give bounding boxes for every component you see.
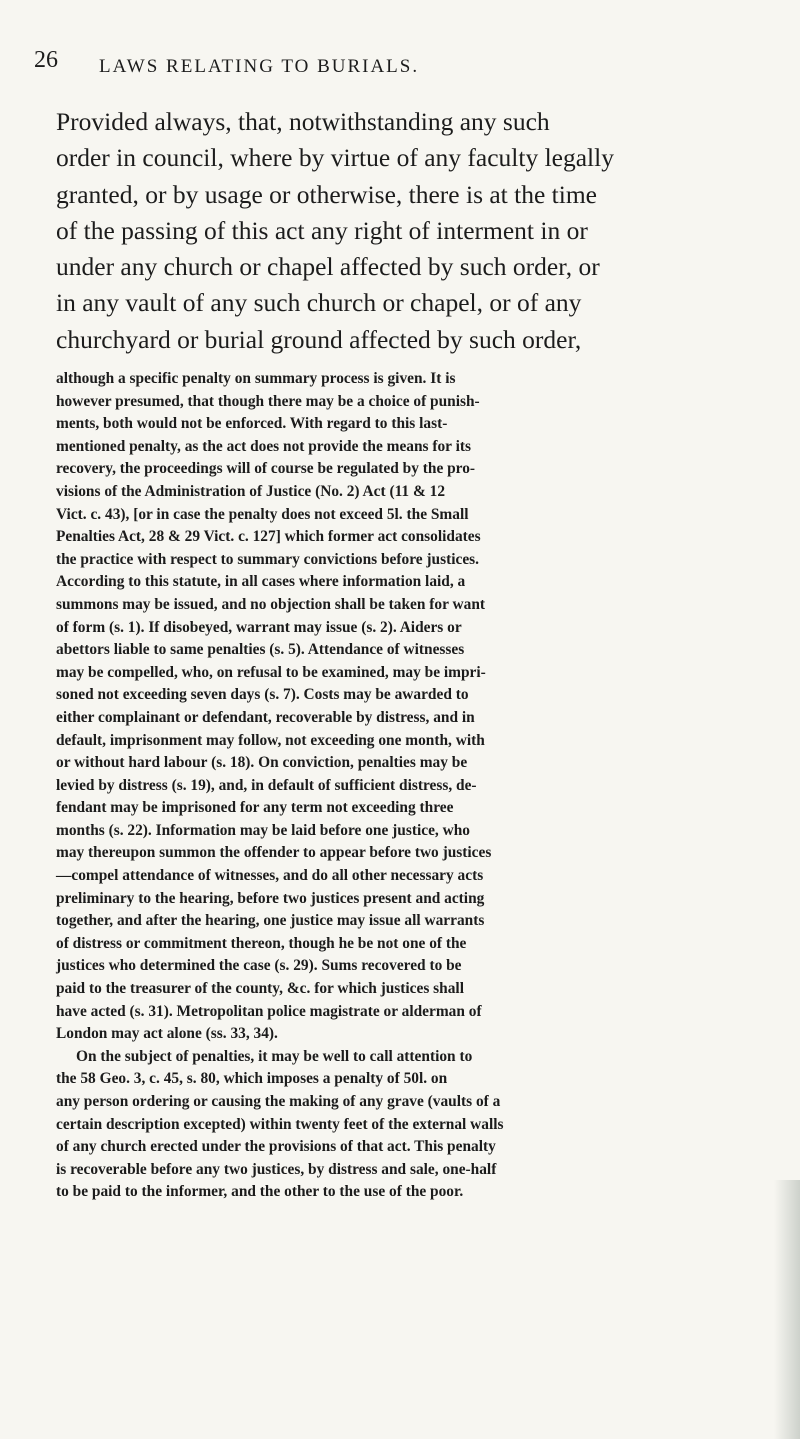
notes-block: [56, 368, 762, 1204]
note-line: preliminary to the hearing, before two justices present and acting: [56, 889, 485, 907]
note-line: although a specific penalty on summary process is given. It is: [56, 370, 456, 387]
note-line: together, and after the hearing, one justice may issue all warrants: [56, 912, 485, 930]
note-line: justices who determined the case (s. 29). Sums recovered to be: [56, 957, 462, 975]
note-line: to be paid to the informer, and the other to the use of the poor.: [56, 1183, 464, 1201]
main-text-line: Provided always, that, notwithstanding any such: [56, 107, 550, 136]
note-line: On the subject of penalties, it may be well to call attention to: [76, 1047, 473, 1065]
note-line: may thereupon summon the offender to appear before two justices: [56, 844, 492, 862]
note-line: or without hard labour (s. 18). On conviction, penalties may be: [56, 754, 468, 772]
note-line: summons may be issued, and no objection shall be taken for want: [56, 595, 486, 613]
note-line: any person ordering or causing the making of any grave (vaults of a: [56, 1093, 501, 1110]
note-line: months (s. 22). Information may be laid before one justice, who: [56, 821, 470, 839]
main-text-line: order in council, where by virtue of any faculty legally: [56, 143, 614, 173]
main-text-line: under any church or chapel affected by such order, or: [56, 252, 600, 282]
main-text-block: [56, 104, 756, 358]
note-line: of form (s. 1). If disobeyed, warrant may issue (s. 2). Aiders or: [56, 618, 462, 636]
note-line: of any church erected under the provisions of that act. This penalty: [56, 1138, 496, 1156]
running-head: LAWS RELATING TO BURIALS.: [99, 56, 420, 77]
note-line: —compel attendance of witnesses, and do all other necessary acts: [56, 867, 484, 885]
main-text-line: of the passing of this act any right of interment in or: [56, 215, 588, 245]
note-line: levied by distress (s. 19), and, in default of sufficient distress, de-: [56, 776, 477, 794]
note-line: default, imprisonment may follow, not exceeding one month, with: [56, 731, 485, 749]
note-line: is recoverable before any two justices, by distress and sale, one-half: [56, 1160, 497, 1178]
note-line: however presumed, that though there may be a choice of punish-: [56, 392, 480, 410]
note-line: London may act alone (ss. 33, 34).: [56, 1025, 278, 1043]
note-line: recovery, the proceedings will of course be regulated by the pro-: [56, 460, 476, 478]
note-line: soned not exceeding seven days (s. 7). Costs may be awarded to: [56, 686, 469, 704]
main-text-line: granted, or by usage or otherwise, there is at the time: [56, 179, 597, 209]
note-line: certain description excepted) within twenty feet of the external walls: [56, 1115, 504, 1133]
note-line: fendant may be imprisoned for any term not exceeding three: [56, 799, 454, 817]
note-line: either complainant or defendant, recoverable by distress, and in: [56, 708, 475, 726]
main-text-line: churchyard or burial ground affected by such order,: [56, 324, 582, 354]
note-line: mentioned penalty, as the act does not provide the means for its: [56, 437, 471, 455]
page-edge-shadow: [774, 1180, 800, 1439]
note-line: According to this statute, in all cases where information laid, a: [56, 573, 466, 591]
note-line: paid to the treasurer of the county, &c. for which justices shall: [56, 980, 464, 998]
note-line: abettors liable to same penalties (s. 5). Attendance of witnesses: [56, 641, 465, 659]
note-line: ments, both would not be enforced. With regard to this last-: [56, 415, 448, 433]
note-line: may be compelled, who, on refusal to be examined, may be impri-: [56, 663, 486, 681]
main-text-line: in any vault of any such church or chapel, or of any: [56, 288, 582, 318]
note-line: have acted (s. 31). Metropolitan police magistrate or alderman of: [56, 1002, 482, 1020]
note-line: the 58 Geo. 3, c. 45, s. 80, which imposes a penalty of 50l. on: [56, 1070, 448, 1088]
note-line: Penalties Act, 28 & 29 Vict. c. 127] which former act consolidates: [56, 528, 481, 546]
page-number: 26: [34, 47, 58, 73]
note-line: of distress or commitment thereon, though he be not one of the: [56, 934, 467, 952]
note-line: Vict. c. 43), [or in case the penalty does not exceed 5l. the Small: [56, 505, 469, 523]
note-line: visions of the Administration of Justice (No. 2) Act (11 & 12: [56, 482, 446, 500]
note-line: the practice with respect to summary convictions before justices.: [56, 550, 480, 568]
